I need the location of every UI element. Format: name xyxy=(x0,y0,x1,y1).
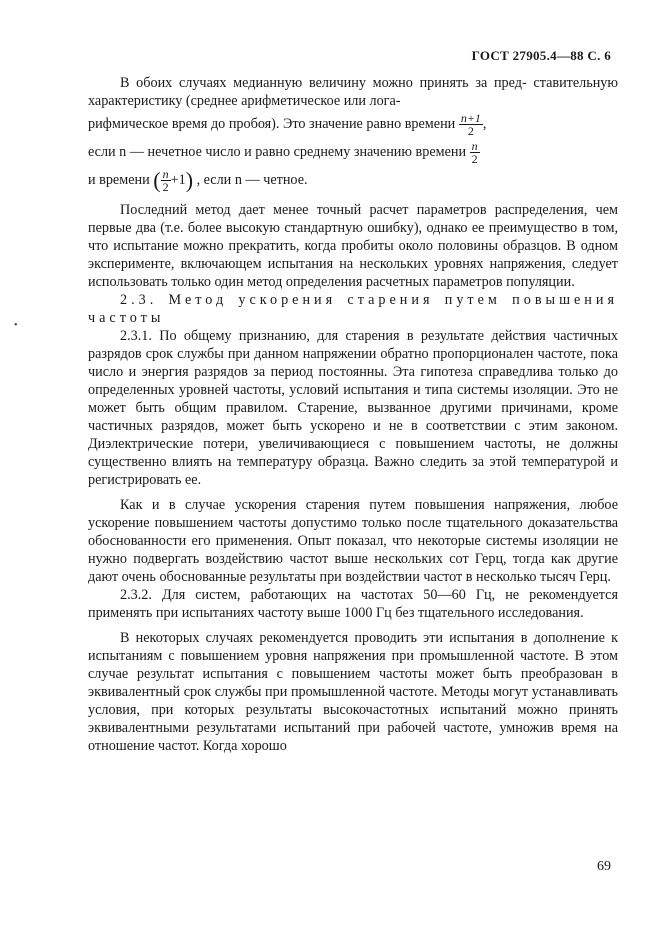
document-header: ГОСТ 27905.4—88 С. 6 xyxy=(471,48,611,63)
fraction-denominator: 2 xyxy=(471,152,478,167)
paragraph-3: 2.3.1. По общему признанию, для старения в результате действия частичных разрядов срок службы при данном напряжении обратно пропорционален частоте, пока число и энергия разрядов за период постоянны. Эта гипотеза справедлива только до определенных уровней частоты, условий испытания и типа системы изоляции. Это не может быть общим правилом. Старение, вызванное другими причинами, кроме частичных разрядов, может быть ускорено и не в соответствии с этим законом. Диэлектрические потери, увеличивающиеся с повышением частоты, не должны существенно влиять на температуру образца. Важно следить за этой температурой и регистрировать ее. xyxy=(88,328,618,488)
p1-line-4-text: если n — нечетное число и равно среднему значению времени xyxy=(88,144,467,160)
margin-mark: • xyxy=(14,320,18,331)
p1-line-2: ставительную характеристику (среднее арифметическое или лога- xyxy=(88,75,618,109)
fraction-plus-one: +1 xyxy=(170,172,186,188)
fraction-numerator: n+1 xyxy=(460,111,481,126)
fraction-numerator: n xyxy=(471,139,478,154)
paragraph-6: В некоторых случаях рекомендуется проводить эти испытания в дополнение к испытаниям с повышением уровня напряжения при промышленной частоте. В этом случае результат испытания с повышением частоты может быть преобразован в эквивалентный срок службы при промышленной частоте. Методы могут устанавливать условия, при которых результаты высокочастотных испытаний можно принять эквивалентными результатами испытаний при рабочей частоте, умножив время на отношение частот. Когда хорошо xyxy=(88,630,618,754)
section-title xyxy=(88,291,618,327)
p1-line-3-text: рифмическое время до пробоя). Это значение равно времени xyxy=(88,116,456,132)
p1-line-1: В обоих случаях медианную величину можно принять за пред- xyxy=(120,75,527,91)
paragraph-4: Как и в случае ускорения старения путем повышения напряжения, любое ускорение повышением частоты допустимо только после тщательного доказательства обоснованности его применения. Опыт показал, что некоторые системы изоляции не нужно подвергать воздействию частот выше нескольких сот Герц, тогда как другие дают очень обоснованные результаты при воздействии частот в несколько тысяч Герц. xyxy=(88,497,618,585)
fraction-n-over-2-second xyxy=(161,168,171,193)
fraction-n-over-2 xyxy=(470,140,480,165)
left-paren: ( xyxy=(153,167,161,193)
right-paren: ) xyxy=(185,167,194,193)
fraction-n-plus-1-over-2 xyxy=(459,112,483,137)
page-number: 69 xyxy=(597,859,611,874)
fraction-numerator: n xyxy=(162,167,169,182)
section-title-text: 2.3. Метод ускорения старения путем повышения частоты xyxy=(88,292,618,326)
p1-line-3: рифмическое время до пробоя). Это значение равно времени $\frac{n+1}{2}$ , xyxy=(88,111,487,139)
paragraph-1 xyxy=(88,74,618,110)
fraction-denominator: 2 xyxy=(467,124,474,139)
paragraph-2: Последний метод дает менее точный расчет параметров распределения, чем первые два (т.е. более высокую стандартную ошибку), однако ее преимущество в том, что испытание можно прекратить, когда пробиты около половины образцов. В одном эксперименте, включающем испытания на нескольких уровнях напряжения, следует использовать только один метод определения расчетных параметров популяции. xyxy=(88,202,618,290)
p1-line-5-post: , если n — четное. xyxy=(196,172,308,188)
fraction-denominator: 2 xyxy=(162,180,169,195)
paragraph-5: 2.3.2. Для систем, работающих на частотах 50—60 Гц, не рекомендуется применять при испытаниях частоту выше 1000 Гц без тщательного исследования. xyxy=(88,587,618,621)
p1-line-5-pre: и времени xyxy=(88,172,150,188)
document-body xyxy=(88,74,618,755)
p1-line-5 xyxy=(88,166,618,194)
p1-line-4 xyxy=(88,138,618,166)
